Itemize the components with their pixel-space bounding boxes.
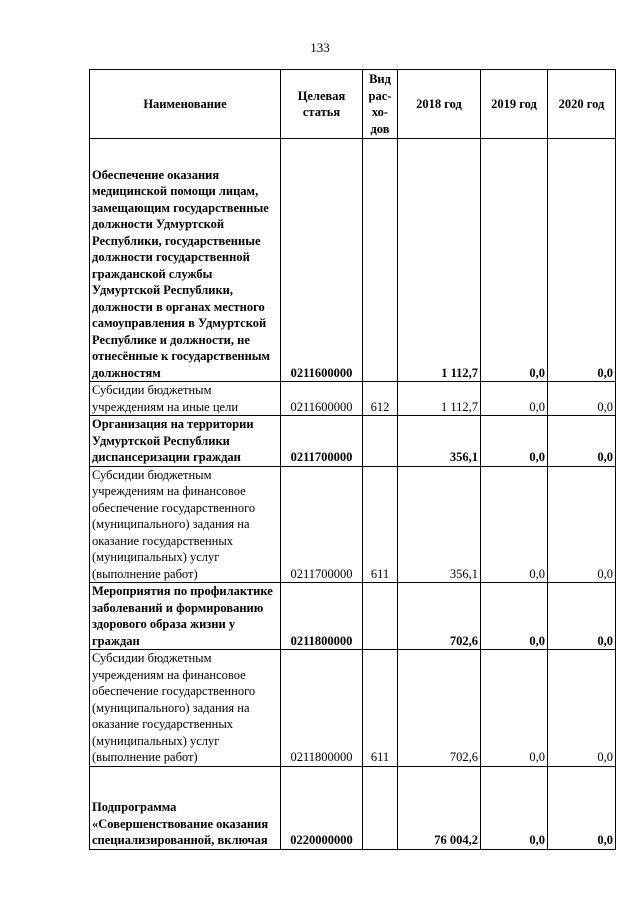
- row-2018: 356,1: [398, 466, 481, 583]
- row-2020: 0,0: [548, 650, 616, 767]
- header-2018: 2018 год: [398, 70, 481, 139]
- row-type: 611: [363, 650, 398, 767]
- row-2020: 0,0: [548, 583, 616, 650]
- row-target: 0211600000: [281, 382, 363, 416]
- row-name: Организация на территории Удмуртской Республики диспансеризации граждан: [90, 416, 281, 467]
- row-2020: 0,0: [548, 382, 616, 416]
- table-row: [90, 650, 616, 767]
- row-target: 0211700000: [281, 466, 363, 583]
- row-target: 0220000000: [281, 766, 363, 849]
- row-2019: 0,0: [481, 650, 548, 767]
- row-name: Субсидии бюджетным учреждениям на иные цели: [90, 382, 281, 416]
- row-target: 0211800000: [281, 650, 363, 767]
- row-2018: 1 112,7: [398, 382, 481, 416]
- row-2018: 356,1: [398, 416, 481, 467]
- row-2018: 702,6: [398, 583, 481, 650]
- row-name: Субсидии бюджетным учреждениям на финансовое обеспечение государственного (муниципального) задания на оказание государственных (муниципальных) услуг (выполнение работ): [90, 650, 281, 767]
- row-2019: 0,0: [481, 583, 548, 650]
- table-row: [90, 382, 616, 416]
- row-name: Подпрограмма «Совершенствование оказания специализированной, включая: [90, 766, 281, 849]
- row-type: [363, 583, 398, 650]
- row-2019: 0,0: [481, 139, 548, 382]
- row-2019: 0,0: [481, 382, 548, 416]
- row-2019: 0,0: [481, 416, 548, 467]
- row-2020: 0,0: [548, 466, 616, 583]
- row-type: [363, 139, 398, 382]
- row-type: [363, 766, 398, 849]
- row-2020: 0,0: [548, 416, 616, 467]
- row-type: 611: [363, 466, 398, 583]
- row-2019: 0,0: [481, 466, 548, 583]
- table-row: [90, 466, 616, 583]
- table-row: [90, 583, 616, 650]
- row-name: Субсидии бюджетным учреждениям на финансовое обеспечение государственного (муниципального) задания на оказание государственных (муниципальных) услуг (выполнение работ): [90, 466, 281, 583]
- row-2018: 702,6: [398, 650, 481, 767]
- header-2020: 2020 год: [548, 70, 616, 139]
- header-target: Целевая статья: [281, 70, 363, 139]
- table-row: [90, 766, 616, 849]
- table-row: [90, 416, 616, 467]
- row-name: Мероприятия по профилактике заболеваний и формированию здорового образа жизни у граждан: [90, 583, 281, 650]
- table-header-row: [90, 70, 616, 139]
- header-name: Наименование: [90, 70, 281, 139]
- row-2020: 0,0: [548, 766, 616, 849]
- row-2020: 0,0: [548, 139, 616, 382]
- row-type: [363, 416, 398, 467]
- row-2019: 0,0: [481, 766, 548, 849]
- row-target: 0211600000: [281, 139, 363, 382]
- row-type: 612: [363, 382, 398, 416]
- budget-table: [89, 69, 616, 850]
- row-target: 0211700000: [281, 416, 363, 467]
- row-2018: 76 004,2: [398, 766, 481, 849]
- row-target: 0211800000: [281, 583, 363, 650]
- page-number: 133: [310, 40, 330, 55]
- header-type: Вид рас-хо-дов: [363, 70, 398, 139]
- row-2018: 1 112,7: [398, 139, 481, 382]
- table-row: [90, 139, 616, 382]
- header-2019: 2019 год: [481, 70, 548, 139]
- row-name: Обеспечение оказания медицинской помощи лицам, замещающим государственные должности Удмуртской Республики, государственные должности государственной гражданской службы Удмуртской Республики, должности в органах местного самоуправления в Удмуртской Республике и должности, не отнесённые к государственным должностям: [90, 139, 281, 382]
